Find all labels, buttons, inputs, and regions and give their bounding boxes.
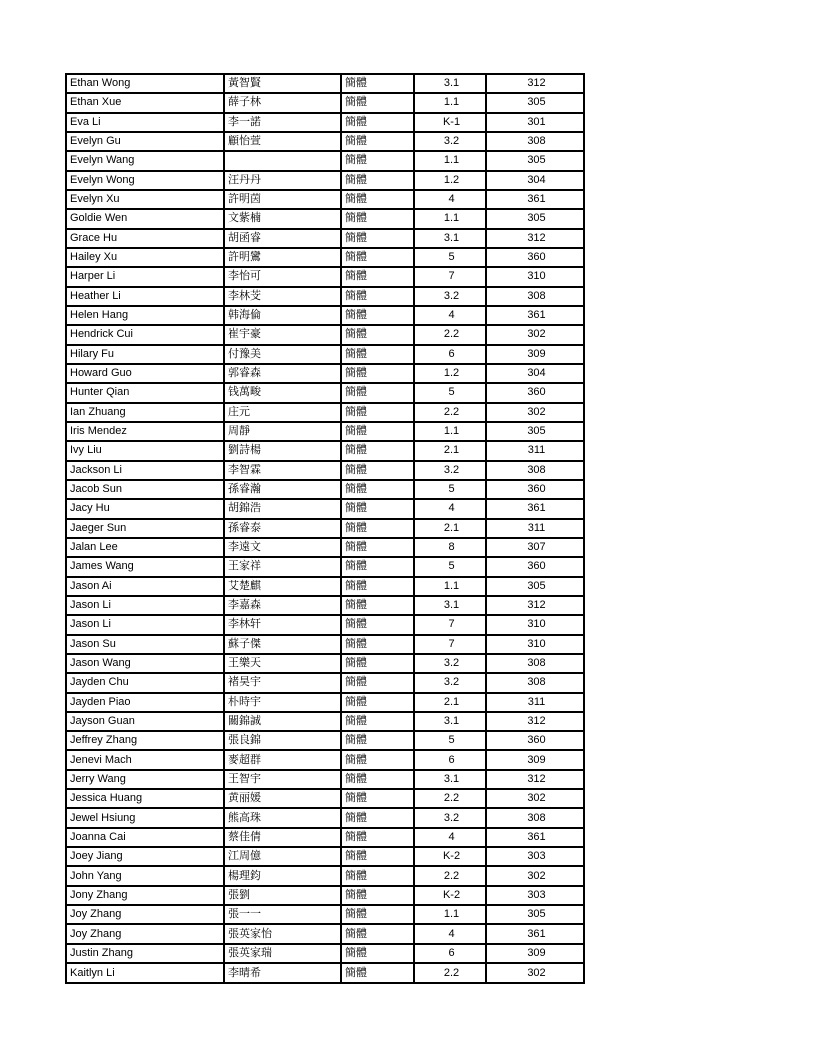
- cell-room: 304: [486, 171, 584, 190]
- table-row: [66, 596, 584, 615]
- cell-script: 簡體: [341, 441, 414, 460]
- cell-room: 305: [486, 905, 584, 924]
- cell-room: 304: [486, 364, 584, 383]
- cell-english-name: Kaitlyn Li: [66, 963, 224, 983]
- cell-level: 1.1: [414, 905, 486, 924]
- cell-chinese-name: 許明鸞: [224, 248, 341, 267]
- table-row: [66, 944, 584, 963]
- cell-room: 303: [486, 886, 584, 905]
- table-row: [66, 441, 584, 460]
- cell-level: 6: [414, 750, 486, 769]
- cell-level: 3.1: [414, 770, 486, 789]
- cell-chinese-name: 褚昊宇: [224, 673, 341, 692]
- cell-script: 簡體: [341, 383, 414, 402]
- cell-chinese-name: 李智霖: [224, 461, 341, 480]
- cell-english-name: Jackson Li: [66, 461, 224, 480]
- cell-chinese-name: 張一一: [224, 905, 341, 924]
- cell-room: 309: [486, 750, 584, 769]
- table-row: [66, 383, 584, 402]
- cell-level: K-1: [414, 113, 486, 132]
- cell-room: 312: [486, 74, 584, 93]
- cell-chinese-name: 張英家瑞: [224, 944, 341, 963]
- cell-level: 4: [414, 499, 486, 518]
- cell-chinese-name: 李怡可: [224, 267, 341, 286]
- cell-chinese-name: 付豫美: [224, 345, 341, 364]
- cell-room: 310: [486, 635, 584, 654]
- cell-room: 302: [486, 866, 584, 885]
- table-row: [66, 325, 584, 344]
- cell-english-name: Helen Hang: [66, 306, 224, 325]
- table-row: [66, 712, 584, 731]
- cell-script: 簡體: [341, 596, 414, 615]
- cell-level: 3.1: [414, 712, 486, 731]
- cell-room: 360: [486, 557, 584, 576]
- cell-room: 308: [486, 132, 584, 151]
- cell-english-name: Jason Li: [66, 596, 224, 615]
- cell-script: 簡體: [341, 654, 414, 673]
- cell-level: 3.2: [414, 132, 486, 151]
- cell-level: 1.1: [414, 577, 486, 596]
- cell-chinese-name: 王樂天: [224, 654, 341, 673]
- cell-level: 6: [414, 345, 486, 364]
- table-row: [66, 828, 584, 847]
- cell-room: 309: [486, 944, 584, 963]
- table-row: [66, 190, 584, 209]
- cell-level: 2.1: [414, 519, 486, 538]
- cell-english-name: Jony Zhang: [66, 886, 224, 905]
- cell-chinese-name: 胡函睿: [224, 229, 341, 248]
- cell-english-name: Heather Li: [66, 287, 224, 306]
- cell-room: 312: [486, 770, 584, 789]
- table-row: [66, 635, 584, 654]
- cell-room: 361: [486, 306, 584, 325]
- cell-script: 簡體: [341, 209, 414, 228]
- cell-script: 簡體: [341, 499, 414, 518]
- cell-room: 302: [486, 403, 584, 422]
- cell-chinese-name: 庄元: [224, 403, 341, 422]
- cell-level: 2.1: [414, 441, 486, 460]
- cell-chinese-name: 李一諾: [224, 113, 341, 132]
- cell-english-name: Jeffrey Zhang: [66, 731, 224, 750]
- cell-english-name: Grace Hu: [66, 229, 224, 248]
- cell-script: 簡體: [341, 635, 414, 654]
- cell-english-name: Ian Zhuang: [66, 403, 224, 422]
- cell-room: 308: [486, 654, 584, 673]
- cell-english-name: Iris Mendez: [66, 422, 224, 441]
- cell-level: 5: [414, 248, 486, 267]
- table-row: [66, 519, 584, 538]
- cell-script: 簡體: [341, 229, 414, 248]
- cell-script: 簡體: [341, 151, 414, 170]
- cell-level: 3.2: [414, 808, 486, 827]
- cell-script: 簡體: [341, 287, 414, 306]
- table-row: [66, 480, 584, 499]
- table-row: [66, 731, 584, 750]
- cell-level: 1.2: [414, 364, 486, 383]
- cell-room: 311: [486, 693, 584, 712]
- cell-level: 2.2: [414, 403, 486, 422]
- cell-chinese-name: 劉詩楊: [224, 441, 341, 460]
- cell-script: 簡體: [341, 905, 414, 924]
- cell-script: 簡體: [341, 770, 414, 789]
- cell-chinese-name: 薛子林: [224, 93, 341, 112]
- cell-script: 簡體: [341, 944, 414, 963]
- cell-level: 3.2: [414, 673, 486, 692]
- cell-level: 2.2: [414, 789, 486, 808]
- cell-english-name: Ethan Wong: [66, 74, 224, 93]
- cell-chinese-name: 郭睿森: [224, 364, 341, 383]
- cell-chinese-name: 張劉: [224, 886, 341, 905]
- cell-level: 3.1: [414, 74, 486, 93]
- table-row: [66, 577, 584, 596]
- cell-chinese-name: 李林轩: [224, 615, 341, 634]
- cell-room: 305: [486, 151, 584, 170]
- cell-english-name: Jaeger Sun: [66, 519, 224, 538]
- cell-english-name: Jenevi Mach: [66, 750, 224, 769]
- cell-script: 簡體: [341, 731, 414, 750]
- cell-english-name: Jerry Wang: [66, 770, 224, 789]
- cell-english-name: Howard Guo: [66, 364, 224, 383]
- cell-english-name: Joy Zhang: [66, 905, 224, 924]
- table-row: [66, 693, 584, 712]
- table-row: [66, 209, 584, 228]
- cell-english-name: Jessica Huang: [66, 789, 224, 808]
- cell-level: 1.1: [414, 422, 486, 441]
- cell-level: 2.1: [414, 693, 486, 712]
- cell-english-name: Justin Zhang: [66, 944, 224, 963]
- cell-room: 312: [486, 229, 584, 248]
- cell-script: 簡體: [341, 538, 414, 557]
- cell-script: 簡體: [341, 113, 414, 132]
- table-row: [66, 886, 584, 905]
- cell-room: 307: [486, 538, 584, 557]
- cell-chinese-name: [224, 151, 341, 170]
- cell-english-name: Jacy Hu: [66, 499, 224, 518]
- table-row: [66, 267, 584, 286]
- cell-level: 7: [414, 267, 486, 286]
- table-row: [66, 422, 584, 441]
- cell-script: 簡體: [341, 132, 414, 151]
- cell-english-name: John Yang: [66, 866, 224, 885]
- cell-chinese-name: 艾楚麒: [224, 577, 341, 596]
- cell-chinese-name: 熊高珠: [224, 808, 341, 827]
- cell-level: K-2: [414, 886, 486, 905]
- cell-script: 簡體: [341, 190, 414, 209]
- cell-level: 2.2: [414, 325, 486, 344]
- cell-script: 簡體: [341, 422, 414, 441]
- cell-english-name: Jewel Hsiung: [66, 808, 224, 827]
- roster-body: [66, 74, 584, 983]
- cell-level: 6: [414, 944, 486, 963]
- cell-english-name: Jayden Piao: [66, 693, 224, 712]
- cell-script: 簡體: [341, 306, 414, 325]
- cell-room: 308: [486, 461, 584, 480]
- cell-chinese-name: 顧怡萱: [224, 132, 341, 151]
- table-row: [66, 808, 584, 827]
- cell-english-name: Goldie Wen: [66, 209, 224, 228]
- table-row: [66, 847, 584, 866]
- cell-english-name: Eva Li: [66, 113, 224, 132]
- cell-level: 4: [414, 828, 486, 847]
- cell-chinese-name: 江周億: [224, 847, 341, 866]
- cell-chinese-name: 汪丹丹: [224, 171, 341, 190]
- table-row: [66, 151, 584, 170]
- cell-level: 4: [414, 306, 486, 325]
- cell-room: 301: [486, 113, 584, 132]
- cell-chinese-name: 崔宇豪: [224, 325, 341, 344]
- cell-chinese-name: 張英家怡: [224, 924, 341, 943]
- cell-room: 312: [486, 596, 584, 615]
- cell-script: 簡體: [341, 557, 414, 576]
- cell-script: 簡體: [341, 577, 414, 596]
- cell-english-name: Jason Wang: [66, 654, 224, 673]
- cell-level: 3.2: [414, 461, 486, 480]
- cell-script: 簡體: [341, 789, 414, 808]
- cell-english-name: Evelyn Wong: [66, 171, 224, 190]
- cell-chinese-name: 胡錦浩: [224, 499, 341, 518]
- table-row: [66, 615, 584, 634]
- cell-english-name: Harper Li: [66, 267, 224, 286]
- table-row: [66, 866, 584, 885]
- table-row: [66, 287, 584, 306]
- cell-chinese-name: 黄丽媛: [224, 789, 341, 808]
- table-row: [66, 461, 584, 480]
- table-row: [66, 750, 584, 769]
- table-row: [66, 538, 584, 557]
- cell-script: 簡體: [341, 364, 414, 383]
- cell-level: 3.1: [414, 596, 486, 615]
- cell-english-name: Hunter Qian: [66, 383, 224, 402]
- cell-chinese-name: 周靜: [224, 422, 341, 441]
- cell-chinese-name: 蔡佳倩: [224, 828, 341, 847]
- cell-script: 簡體: [341, 866, 414, 885]
- cell-script: 簡體: [341, 750, 414, 769]
- cell-room: 308: [486, 808, 584, 827]
- table-row: [66, 673, 584, 692]
- table-row: [66, 770, 584, 789]
- table-row: [66, 963, 584, 983]
- cell-chinese-name: 黃智賢: [224, 74, 341, 93]
- cell-room: 360: [486, 383, 584, 402]
- table-row: [66, 229, 584, 248]
- cell-room: 302: [486, 963, 584, 983]
- cell-script: 簡體: [341, 345, 414, 364]
- cell-level: 3.2: [414, 287, 486, 306]
- table-row: [66, 789, 584, 808]
- cell-script: 簡體: [341, 712, 414, 731]
- cell-english-name: Evelyn Gu: [66, 132, 224, 151]
- cell-chinese-name: 王家祥: [224, 557, 341, 576]
- cell-english-name: Ethan Xue: [66, 93, 224, 112]
- cell-chinese-name: 文紫楠: [224, 209, 341, 228]
- cell-chinese-name: 李晴希: [224, 963, 341, 983]
- cell-script: 簡體: [341, 673, 414, 692]
- cell-english-name: Joey Jiang: [66, 847, 224, 866]
- cell-script: 簡體: [341, 808, 414, 827]
- cell-level: 5: [414, 480, 486, 499]
- cell-room: 361: [486, 924, 584, 943]
- cell-room: 361: [486, 190, 584, 209]
- cell-script: 簡體: [341, 74, 414, 93]
- cell-chinese-name: 楊理鈞: [224, 866, 341, 885]
- cell-level: 7: [414, 615, 486, 634]
- cell-room: 302: [486, 325, 584, 344]
- cell-chinese-name: 朴時宇: [224, 693, 341, 712]
- cell-english-name: Joanna Cai: [66, 828, 224, 847]
- cell-chinese-name: 孫睿泰: [224, 519, 341, 538]
- cell-chinese-name: 李嘉森: [224, 596, 341, 615]
- cell-room: 305: [486, 209, 584, 228]
- cell-room: 308: [486, 673, 584, 692]
- cell-english-name: Joy Zhang: [66, 924, 224, 943]
- cell-english-name: Jalan Lee: [66, 538, 224, 557]
- cell-english-name: Evelyn Wang: [66, 151, 224, 170]
- cell-script: 簡體: [341, 519, 414, 538]
- table-row: [66, 499, 584, 518]
- cell-english-name: Jason Su: [66, 635, 224, 654]
- cell-room: 309: [486, 345, 584, 364]
- cell-room: 361: [486, 828, 584, 847]
- cell-script: 簡體: [341, 847, 414, 866]
- cell-script: 簡體: [341, 480, 414, 499]
- cell-level: 5: [414, 383, 486, 402]
- cell-chinese-name: 關錦誠: [224, 712, 341, 731]
- cell-room: 361: [486, 499, 584, 518]
- cell-room: 310: [486, 267, 584, 286]
- table-row: [66, 557, 584, 576]
- cell-english-name: Jason Li: [66, 615, 224, 634]
- cell-room: 305: [486, 422, 584, 441]
- cell-english-name: Hailey Xu: [66, 248, 224, 267]
- cell-chinese-name: 李遠文: [224, 538, 341, 557]
- cell-room: 311: [486, 519, 584, 538]
- cell-script: 簡體: [341, 886, 414, 905]
- cell-room: 360: [486, 248, 584, 267]
- cell-room: 312: [486, 712, 584, 731]
- cell-level: 4: [414, 190, 486, 209]
- cell-level: 4: [414, 924, 486, 943]
- cell-level: 5: [414, 557, 486, 576]
- cell-room: 305: [486, 93, 584, 112]
- cell-level: 3.1: [414, 229, 486, 248]
- cell-english-name: Evelyn Xu: [66, 190, 224, 209]
- table-row: [66, 93, 584, 112]
- cell-chinese-name: 蘇子傑: [224, 635, 341, 654]
- cell-script: 簡體: [341, 693, 414, 712]
- cell-script: 簡體: [341, 615, 414, 634]
- cell-chinese-name: 麥超群: [224, 750, 341, 769]
- cell-level: 1.1: [414, 151, 486, 170]
- cell-english-name: Hendrick Cui: [66, 325, 224, 344]
- table-row: [66, 905, 584, 924]
- table-row: [66, 364, 584, 383]
- table-row: [66, 132, 584, 151]
- cell-script: 簡體: [341, 461, 414, 480]
- cell-chinese-name: 張良錦: [224, 731, 341, 750]
- cell-room: 303: [486, 847, 584, 866]
- cell-script: 簡體: [341, 171, 414, 190]
- table-row: [66, 113, 584, 132]
- cell-chinese-name: 韩海倫: [224, 306, 341, 325]
- cell-english-name: Jason Ai: [66, 577, 224, 596]
- cell-room: 311: [486, 441, 584, 460]
- cell-english-name: Hilary Fu: [66, 345, 224, 364]
- student-roster-table: [65, 73, 585, 984]
- cell-room: 360: [486, 480, 584, 499]
- cell-level: 1.1: [414, 209, 486, 228]
- table-row: [66, 924, 584, 943]
- cell-script: 簡體: [341, 248, 414, 267]
- cell-script: 簡體: [341, 267, 414, 286]
- cell-level: 7: [414, 635, 486, 654]
- table-row: [66, 306, 584, 325]
- cell-script: 簡體: [341, 924, 414, 943]
- cell-level: K-2: [414, 847, 486, 866]
- table-row: [66, 248, 584, 267]
- cell-room: 305: [486, 577, 584, 596]
- cell-english-name: Jayson Guan: [66, 712, 224, 731]
- cell-room: 308: [486, 287, 584, 306]
- cell-chinese-name: 钱萬畯: [224, 383, 341, 402]
- cell-level: 3.2: [414, 654, 486, 673]
- cell-chinese-name: 王智宇: [224, 770, 341, 789]
- cell-script: 簡體: [341, 828, 414, 847]
- cell-level: 2.2: [414, 866, 486, 885]
- cell-level: 5: [414, 731, 486, 750]
- cell-room: 310: [486, 615, 584, 634]
- cell-english-name: Ivy Liu: [66, 441, 224, 460]
- cell-level: 2.2: [414, 963, 486, 983]
- table-row: [66, 654, 584, 673]
- cell-script: 簡體: [341, 325, 414, 344]
- cell-chinese-name: 許明茵: [224, 190, 341, 209]
- cell-script: 簡體: [341, 93, 414, 112]
- table-row: [66, 403, 584, 422]
- cell-level: 1.1: [414, 93, 486, 112]
- table-row: [66, 74, 584, 93]
- cell-room: 302: [486, 789, 584, 808]
- cell-english-name: Jacob Sun: [66, 480, 224, 499]
- table-row: [66, 171, 584, 190]
- cell-script: 簡體: [341, 403, 414, 422]
- cell-chinese-name: 李林芠: [224, 287, 341, 306]
- cell-chinese-name: 孫睿瀚: [224, 480, 341, 499]
- cell-level: 1.2: [414, 171, 486, 190]
- cell-english-name: James Wang: [66, 557, 224, 576]
- cell-script: 簡體: [341, 963, 414, 983]
- cell-level: 8: [414, 538, 486, 557]
- table-row: [66, 345, 584, 364]
- cell-room: 360: [486, 731, 584, 750]
- cell-english-name: Jayden Chu: [66, 673, 224, 692]
